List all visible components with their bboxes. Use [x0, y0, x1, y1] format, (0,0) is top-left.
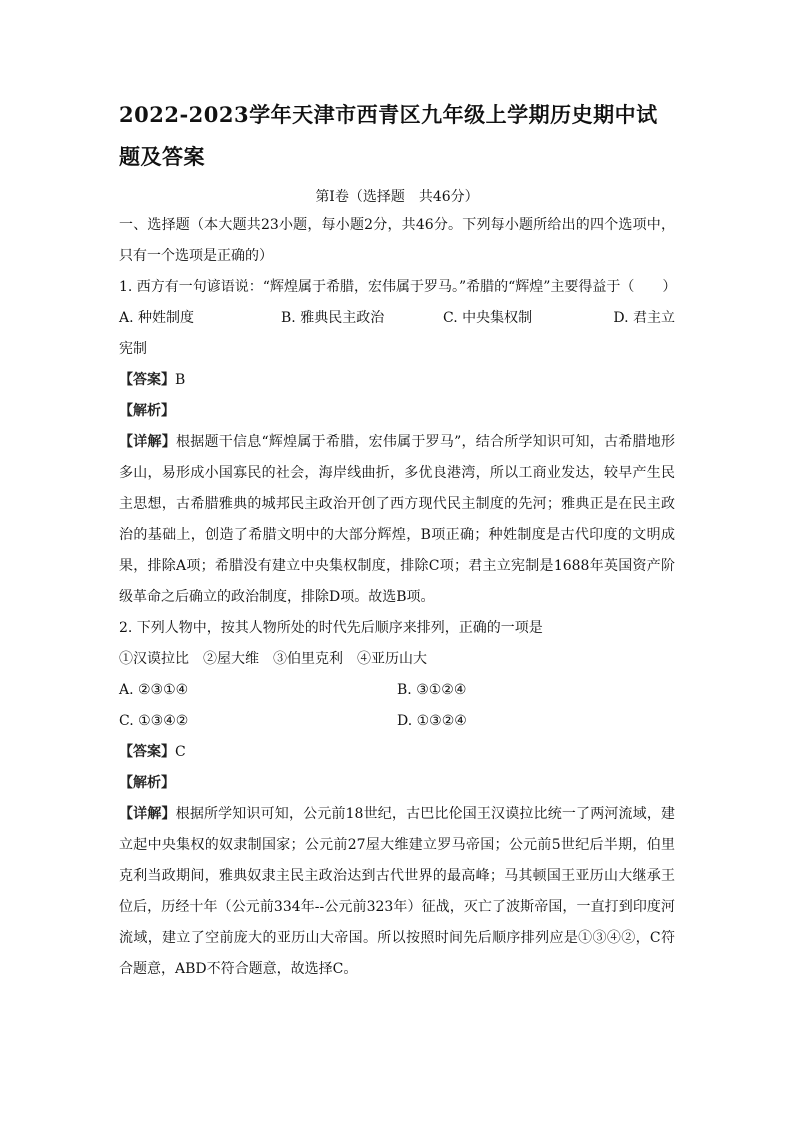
option-list — [119, 303, 675, 334]
document-title: 2022-2023学年天津市西青区九年级上学期历史期中试题及答案 — [119, 102, 658, 169]
detail-label: 【详解】 — [119, 434, 176, 450]
question-stem: 1. 西方有一句谚语说：“辉煌属于希腊，宏伟属于罗马。”希腊的“辉煌”主要得益于（ ） — [119, 279, 677, 295]
option-c: C. 中央集权制 — [443, 310, 533, 326]
option-d: D. ①③②④ — [397, 713, 467, 729]
question-items: ①汉谟拉比 ②屋大维 ③伯里克利 ④亚历山大 — [119, 651, 427, 667]
option-a: A. ②③①④ — [119, 682, 189, 698]
section-header: 第Ⅰ卷（选择题 共46分） — [315, 189, 479, 205]
answer-line — [119, 737, 675, 768]
option-d-overflow: 宪制 — [119, 341, 147, 357]
analysis-label: 【解析】 — [119, 775, 175, 791]
option-b: B. 雅典民主政治 — [281, 310, 385, 326]
document-page — [119, 94, 675, 985]
question-2 — [119, 613, 675, 985]
option-d: D. 君主立 — [613, 310, 675, 326]
question-1 — [119, 272, 675, 613]
option-row — [119, 675, 675, 706]
detail-paragraph — [119, 799, 675, 985]
detail-text: 根据所学知识可知，公元前18世纪，古巴比伦国王汉谟拉比统一了两河流域，建立起中央集权的奴隶制国家；公元前27屋大维建立罗马帝国；公元前5世纪后半期，伯里克利当政期间，雅典奴隶主民主政治达到古代世界的最高峰；马其顿国王亚历山大继承王位后，历经十年（公元前334年--公元前323年）征战，灭亡了波斯帝国，一直打到印度河流域，建立了空前庞大的亚历山大帝国。所以按照时间先后顺序排列应是①③④②，C符合题意，ABD不符合题意，故选择C。 — [119, 806, 676, 977]
detail-label: 【详解】 — [119, 806, 176, 822]
detail-paragraph — [119, 427, 675, 613]
analysis-line — [119, 396, 675, 427]
answer-label: 【答案】 — [119, 372, 175, 388]
detail-text: 根据题干信息“辉煌属于希腊，宏伟属于罗马”，结合所学知识可知，古希腊地形多山，易形成小国寡民的社会，海岸线曲折，多优良港湾，所以工商业发达，较早产生民主思想，古希腊雅典的城邦民主政治开创了西方现代民主制度的先河；雅典正是在民主政治的基础上，创造了希腊文明中的大部分辉煌，B项正确；种姓制度是古代印度的文明成果，排除A项；希腊没有建立中央集权制度，排除C项；君主立宪制是1688年英国资产阶级革命之后确立的政治制度，排除D项。故选B项。 — [119, 434, 676, 605]
analysis-label: 【解析】 — [119, 403, 175, 419]
answer-label: 【答案】 — [119, 744, 175, 760]
instructions: 一、选择题（本大题共23小题，每小题2分，共46分。下列每小题所给出的四个选项中，只有一个选项是正确的） — [119, 217, 675, 264]
answer-value: C — [175, 744, 186, 760]
option-b: B. ③①②④ — [397, 682, 467, 698]
option-a: A. 种姓制度 — [119, 310, 195, 326]
option-c: C. ①③④② — [119, 713, 189, 729]
analysis-line — [119, 768, 675, 799]
question-stem: 2. 下列人物中，按其人物所处的时代先后顺序来排列，正确的一项是 — [119, 620, 543, 636]
option-row — [119, 706, 675, 737]
answer-value: B — [175, 372, 186, 388]
answer-line — [119, 365, 675, 396]
